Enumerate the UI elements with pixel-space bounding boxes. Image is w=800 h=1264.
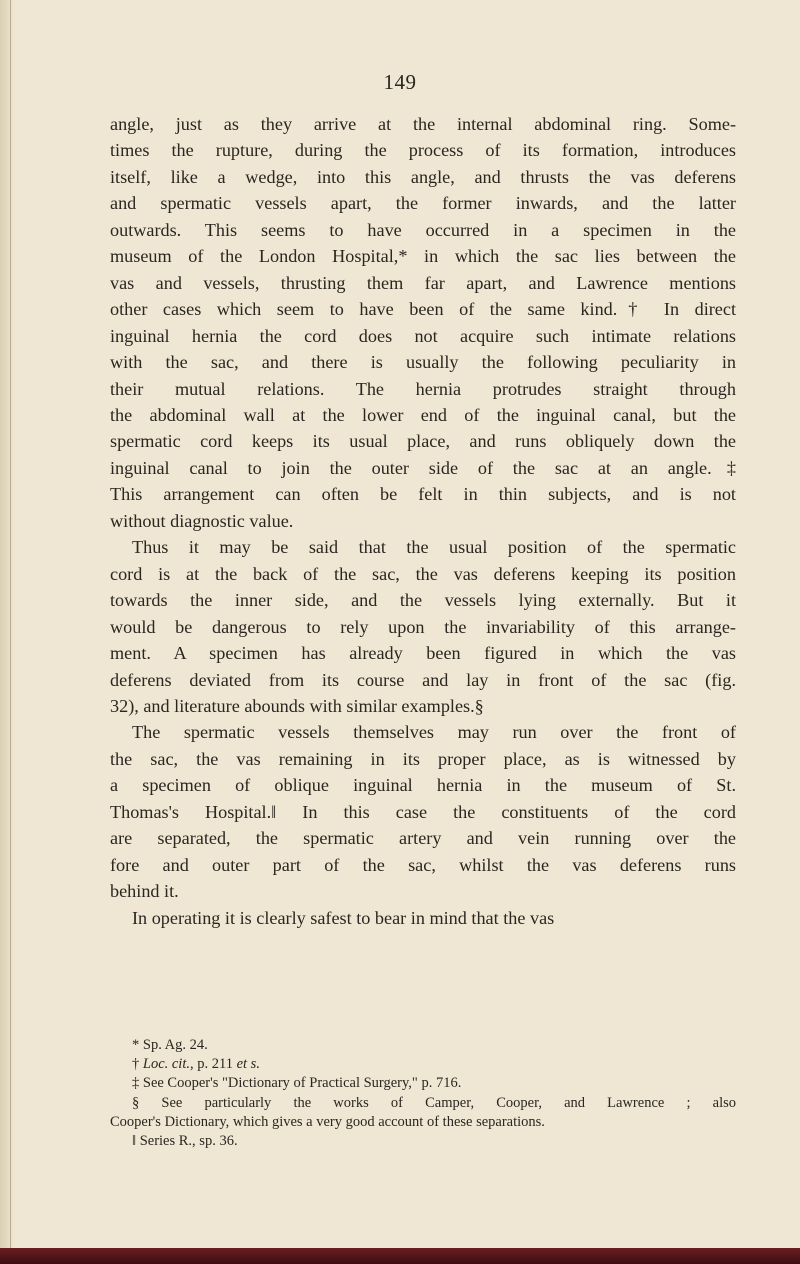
footnote-5: ‖ Series R., sp. 36. (132, 1133, 238, 1150)
body-line: deferens deviated from its course and lay in front of the sac (fig. (110, 669, 736, 690)
body-line: behind it. (110, 881, 179, 902)
body-line: Thus it may be said that the usual position of the spermatic (132, 537, 736, 558)
body-line: 32), and literature abounds with similar examples.§ (110, 695, 484, 716)
body-line: itself, like a wedge, into this angle, and thrusts the vas deferens (110, 166, 736, 187)
footnote-4-line-1: § See particularly the works of Camper, Cooper, and Lawrence ; also (132, 1094, 736, 1111)
body-line: times the rupture, during the process of its formation, introduces (110, 140, 736, 161)
body-line: angle, just as they arrive at the internal abdominal ring. Some- (110, 114, 736, 134)
page-number: 149 (383, 70, 417, 94)
body-line: with the sac, and there is usually the following peculiarity in (110, 352, 736, 373)
body-line: inguinal hernia the cord does not acquire such intimate relations (110, 325, 736, 346)
body-line: the abdominal wall at the lower end of the inguinal canal, but the (110, 404, 736, 425)
body-line: other cases which seem to have been of the same kind.† In direct (110, 299, 736, 320)
body-line: cord is at the back of the sac, the vas deferens keeping its position (110, 563, 736, 584)
body-line: museum of the London Hospital,* in which the sac lies between the (110, 246, 736, 267)
footnote-2-italic: Loc. cit. (142, 1056, 190, 1073)
body-line: vas and vessels, thrusting them far apart, and Lawrence mentions (110, 272, 736, 293)
body-line: are separated, the spermatic artery and vein running over the (110, 828, 736, 849)
body-line: Thomas's Hospital.‖ In this case the constituents of the cord (110, 801, 736, 822)
footnote-2-mark: † (132, 1056, 143, 1073)
body-line: without diagnostic value. (110, 510, 294, 531)
body-text (110, 111, 736, 931)
footnote-3: ‡ See Cooper's "Dictionary of Practical Surgery," p. 716. (132, 1075, 462, 1092)
body-line: the sac, the vas remaining in its proper place, as is witnessed by (110, 748, 736, 769)
body-line: towards the inner side, and the vessels lying externally. But it (110, 590, 736, 611)
body-line: and spermatic vessels apart, the former inwards, and the latter (110, 193, 736, 214)
body-line: inguinal canal to join the outer side of the sac at an angle.‡ (110, 457, 736, 478)
body-line: would be dangerous to rely upon the invariability of this arrange- (110, 616, 736, 637)
body-line: The spermatic vessels themselves may run over the front of (132, 722, 736, 743)
footnote-2 (110, 1055, 736, 1074)
body-line: their mutual relations. The hernia protrudes straight through (110, 378, 736, 399)
body-line: In operating it is clearly safest to bear in mind that the vas (132, 907, 555, 928)
body-line: spermatic cord keeps its usual place, and runs obliquely down the (110, 431, 736, 452)
body-line: outwards. This seems to have occurred in a specimen in the (110, 219, 736, 240)
body-line: This arrangement can often be felt in thin subjects, and is not (110, 484, 736, 505)
footnote-4-line-2: Cooper's Dictionary, which gives a very good account of these separations. (110, 1113, 545, 1130)
body-line: fore and outer part of the sac, whilst the vas deferens runs (110, 854, 736, 875)
body-line: ment. A specimen has already been figured in which the vas (110, 643, 736, 664)
footnote-2-italic-2: et s. (236, 1056, 260, 1073)
footnote-2-mid: , p. 211 (190, 1056, 237, 1073)
gutter-line (10, 0, 11, 1264)
page-gutter-edge (0, 0, 14, 1264)
book-bottom-edge (0, 1248, 800, 1264)
body-line: a specimen of oblique inguinal hernia in the museum of St. (110, 775, 736, 796)
footnotes (110, 1036, 736, 1151)
footnote-1: * Sp. Ag. 24. (132, 1037, 208, 1053)
